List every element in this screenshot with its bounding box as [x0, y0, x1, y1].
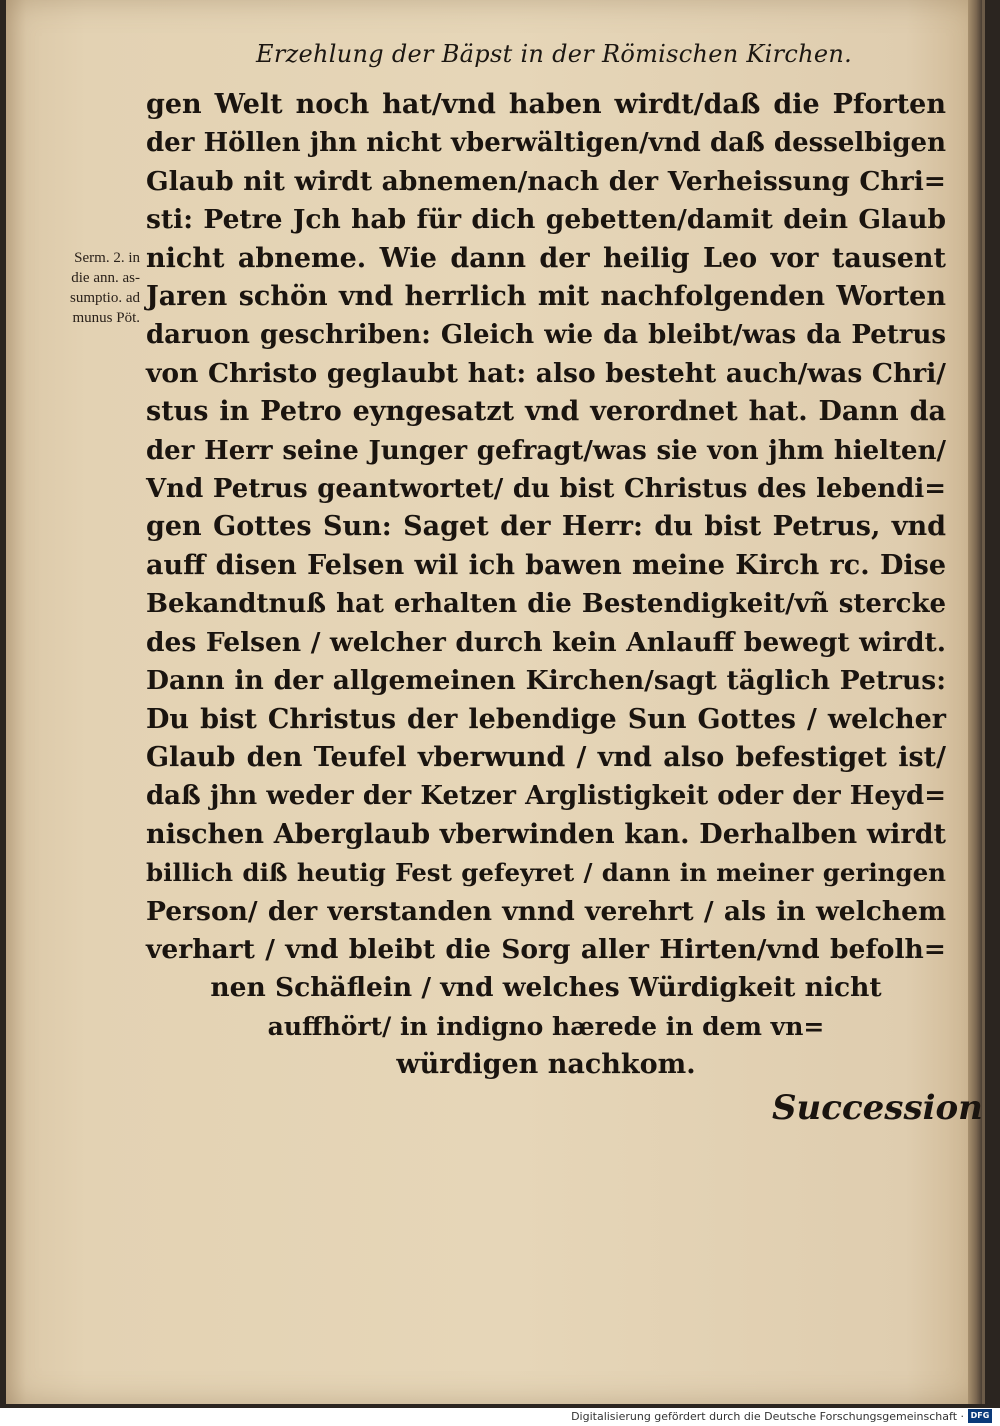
text-line: stus in Petro eyngesatzt vnd verordnet hat. Dann da	[146, 396, 946, 428]
marginal-note	[18, 248, 140, 328]
text-line: würdigen nachkom.	[396, 1049, 696, 1081]
text-line: gen Welt noch hat/vnd haben wirdt/daß die Pforten	[146, 89, 946, 120]
text-line: auff disen Felsen wil ich bawen meine Kirch rc. Dise	[146, 549, 946, 581]
marginal-note-line: munus Pöt.	[72, 310, 140, 326]
text-line: Du bist Christus der lebendige Sun Gottes / welcher	[146, 703, 946, 735]
marginal-note-line: sumptio. ad	[70, 290, 140, 306]
running-head: Erzehlung der Bäpst in der Römischen Kirchen.	[256, 40, 853, 68]
marginal-note-line: Serm. 2. in	[74, 250, 140, 266]
text-line: der Herr seine Junger gefragt/was sie von jhm hielten/	[146, 435, 946, 466]
text-line: verhart / vnd bleibt die Sorg aller Hirten/vnd befolh=	[146, 933, 946, 965]
text-line: billich diß heutig Fest gefeyret / dann in meiner geringen	[146, 858, 946, 888]
text-line: gen Gottes Sun: Saget der Herr: du bist Petrus, vnd	[146, 511, 946, 543]
text-line: nischen Aberglaub vberwinden kan. Derhalben wirdt	[146, 818, 946, 850]
text-line: auffhört/ in indigno hærede in dem vn=	[267, 1011, 825, 1041]
text-line: Vnd Petrus geantwortet/ du bist Christus des lebendi=	[146, 474, 946, 505]
text-line: nen Schäflein / vnd welches Würdigkeit nicht	[210, 972, 882, 1004]
catchword: Succession	[772, 1088, 983, 1128]
text-line: Person/ der verstanden vnnd verehrt / als in welchem	[146, 895, 946, 927]
text-line: Jaren schön vnd herrlich mit nachfolgenden Worten	[146, 281, 946, 313]
marginal-note-line: die ann. as-	[71, 270, 140, 286]
page-edge	[968, 0, 982, 1404]
dfg-logo: DFG	[968, 1409, 992, 1423]
text-line: daß jhn weder der Ketzer Arglistigkeit oder der Heyd=	[146, 781, 946, 812]
text-line: der Höllen jhn nicht vberwältigen/vnd daß desselbigen	[146, 128, 946, 159]
text-line: des Felsen / welcher durch kein Anlauff bewegt wirdt.	[146, 626, 946, 658]
text-line: sti: Petre Jch hab für dich gebetten/damit dein Glaub	[146, 204, 946, 236]
text-line: Bekandtnuß hat erhalten die Bestendigkeit/vñ stercke	[146, 589, 946, 620]
text-line: Glaub den Teufel vberwund / vnd also befestiget ist/	[146, 741, 946, 773]
text-line: Dann in der allgemeinen Kirchen/sagt täglich Petrus:	[146, 665, 946, 697]
text-line: daruon geschriben: Gleich wie da bleibt/was da Petrus	[146, 320, 946, 351]
text-line: von Christo geglaubt hat: also besteht auch/was Chri/	[146, 357, 946, 389]
text-line: nicht abneme. Wie dann der heilig Leo vor tausent	[146, 242, 946, 274]
footer-credit: Digitalisierung gefördert durch die Deutsche Forschungsgemeinschaft ·	[571, 1410, 964, 1423]
text-line: Glaub nit wirdt abnemen/nach der Verheissung Chri=	[146, 165, 946, 197]
body-text	[146, 86, 946, 1085]
